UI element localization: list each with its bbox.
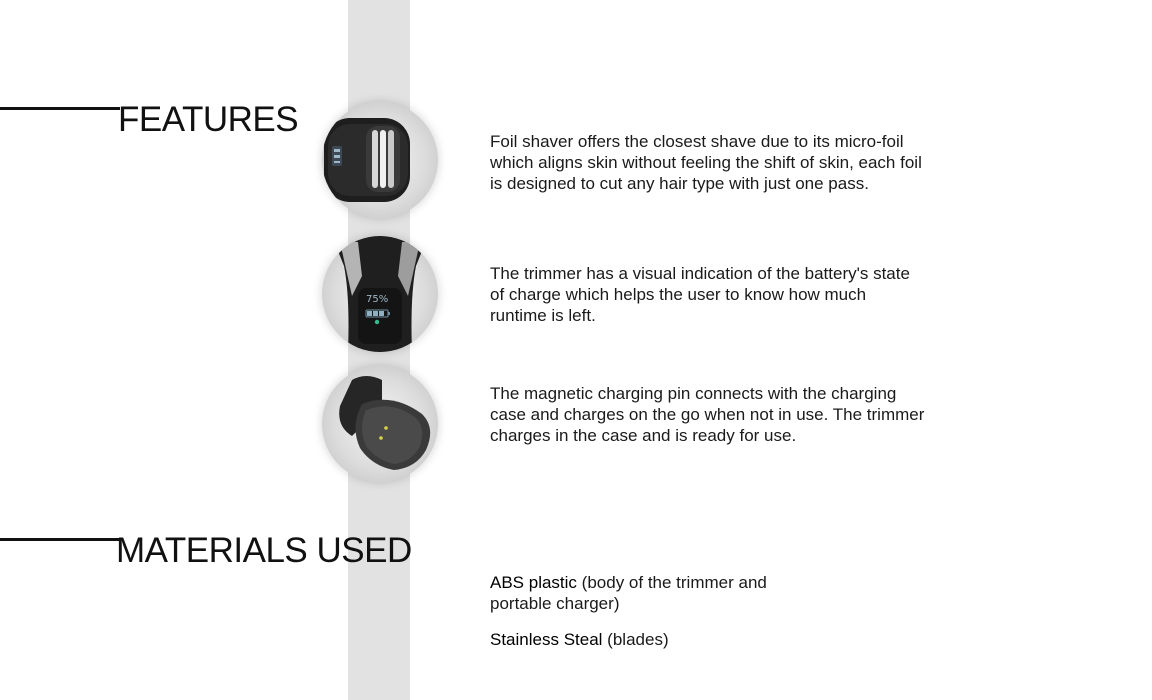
material-item-abs: [490, 572, 810, 614]
material-name: ABS plastic: [490, 573, 577, 592]
material-detail: blades: [612, 630, 663, 649]
materials-rule: [0, 538, 120, 541]
materials-heading: MATERIALS USED: [116, 531, 412, 570]
battery-percent-readout: 75%: [366, 294, 389, 305]
features-rule: [0, 107, 120, 110]
features-heading: FEATURES: [118, 100, 299, 139]
material-detail: body of the trimmer and portable charger: [490, 573, 767, 613]
material-open-paren: (: [576, 573, 588, 592]
foil-shaver-head-icon: [322, 102, 438, 218]
material-name: Stainless Steal: [490, 630, 603, 649]
battery-display-icon: [322, 236, 438, 352]
feature-text-charging: The magnetic charging pin connects with the charging case and charges on the go when not in use. The trimmer charges in the case and is ready for use.: [490, 384, 925, 445]
feature-text-battery: The trimmer has a visual indication of the battery's state of charge which helps the user to know how much runtime is left.: [490, 264, 910, 325]
material-close-paren: ): [662, 630, 669, 649]
material-item-steel: [490, 629, 810, 650]
magnetic-charging-case-icon: [322, 366, 438, 482]
feature-text-foil: Foil shaver offers the closest shave due to its micro-foil which aligns skin without feeling the shift of skin, each foil is designed to cut any hair type with just one pass.: [490, 132, 922, 193]
material-close-paren: ): [613, 594, 620, 613]
material-open-paren: (: [602, 630, 613, 649]
